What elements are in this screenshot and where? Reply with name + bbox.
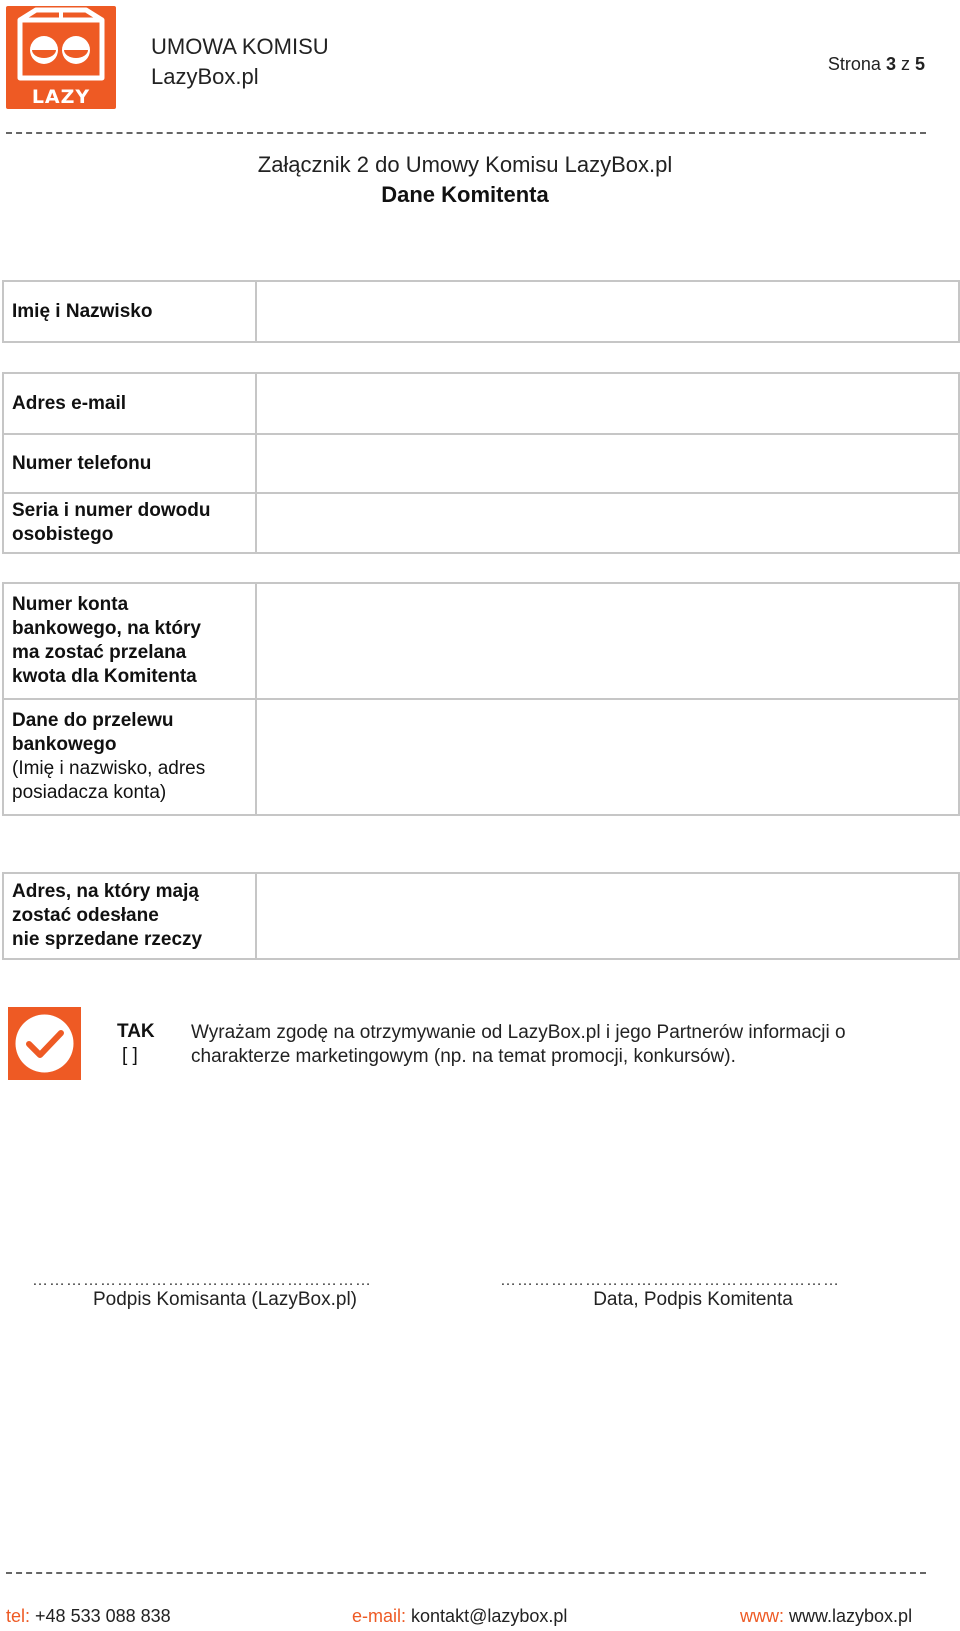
page-prefix: Strona [827, 54, 881, 74]
document-title: UMOWA KOMISU [151, 34, 329, 59]
return-address-value-field[interactable] [256, 873, 959, 959]
header-divider [6, 132, 926, 134]
id-document-label: Seria i numer dowodu osobistego [3, 493, 256, 553]
page-sep: z [900, 54, 910, 74]
website-link[interactable]: www.lazybox.pl [789, 1606, 913, 1626]
footer-website: www: www.lazybox.pl [740, 1606, 913, 1626]
footer-divider [6, 1572, 926, 1574]
footer-phone: tel: +48 533 088 838 [6, 1606, 171, 1626]
transfer-data-value-field[interactable] [256, 699, 959, 815]
bank-table [2, 582, 960, 816]
id-document-value-field[interactable] [256, 493, 959, 553]
lazybox-logo [6, 6, 116, 130]
annex-heading: Załącznik 2 do Umowy Komisu LazyBox.pl [257, 152, 673, 177]
contact-table [2, 372, 960, 554]
consent-checkbox[interactable]: [ ] [122, 1045, 138, 1066]
email-address-link[interactable]: kontakt@lazybox.pl [411, 1606, 568, 1626]
page-indicator [828, 54, 925, 75]
phone-label: Numer telefonu [3, 434, 256, 493]
account-number-label: Numer konta bankowego, na który ma zostać przelana kwota dla Komitenta [3, 583, 256, 699]
return-address-table [2, 872, 960, 960]
return-address-label: Adres, na który mają zostać odesłane nie sprzedane rzeczy [3, 873, 256, 959]
check-circle-icon [8, 1007, 81, 1080]
email-value-field[interactable] [256, 373, 959, 434]
section-title: Dane Komitenta [381, 182, 549, 207]
footer-email: e-mail: kontakt@lazybox.pl [352, 1606, 568, 1626]
consent-yes-label: TAK [117, 1021, 155, 1042]
left-signature-line[interactable]: …………………………………………………… [32, 1272, 372, 1289]
consent-check-icon-box [8, 1007, 81, 1080]
right-signature-line[interactable]: …………………………………………………… [500, 1272, 840, 1289]
name-value-field[interactable] [256, 281, 959, 342]
phone-number: +48 533 088 838 [35, 1606, 171, 1626]
komisant-signature-label: Podpis Komisanta (LazyBox.pl) [92, 1289, 357, 1310]
consent-text: Wyrażam zgodę na otrzymywanie od LazyBox.pl i jego Partnerów informacji o charakterze marketingowym (np. na temat promocji, konkursów). [191, 1022, 846, 1067]
komitent-signature-label: Data, Podpis Komitenta [593, 1289, 793, 1310]
document-subtitle: LazyBox.pl [151, 64, 259, 89]
email-label: Adres e-mail [3, 373, 256, 434]
name-table [2, 280, 960, 343]
transfer-data-label: Dane do przelewu bankowego (Imię i nazwisko, adres posiadacza konta) [3, 699, 256, 815]
page-current: 3 [885, 54, 896, 74]
account-number-value-field[interactable] [256, 583, 959, 699]
page-total: 5 [914, 54, 925, 74]
logo-text: LAZY BOX [31, 86, 91, 130]
name-label: Imię i Nazwisko [3, 281, 256, 342]
phone-value-field[interactable] [256, 434, 959, 493]
